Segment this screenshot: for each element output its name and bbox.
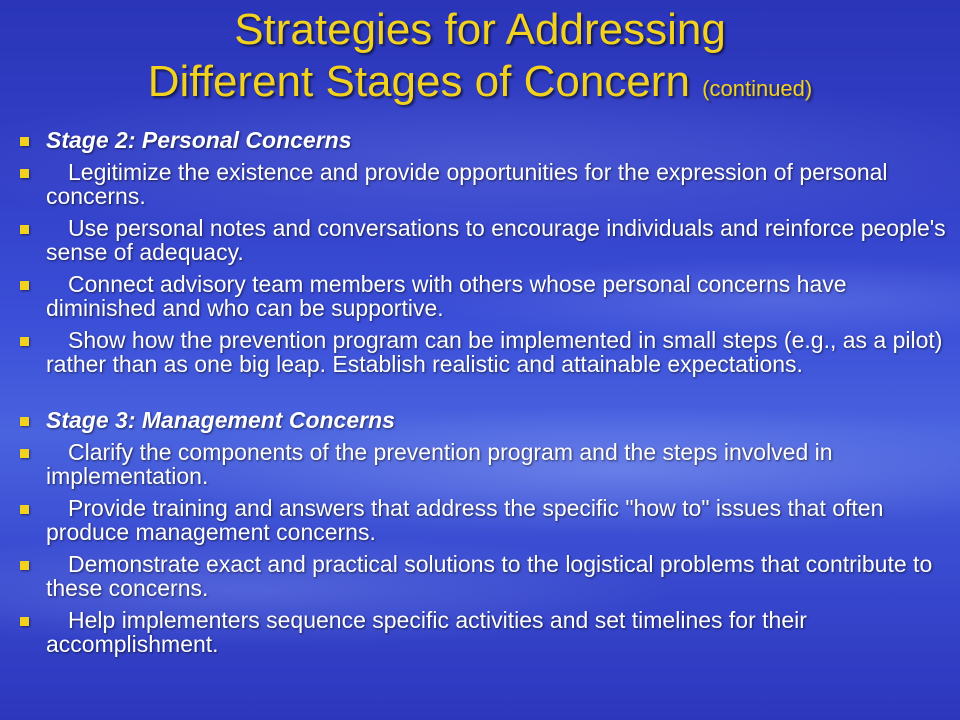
stage-2-item-3: Connect advisory team members with others whose personal concerns have diminished and who can be supportive. bbox=[46, 271, 847, 321]
square-bullet-icon bbox=[20, 449, 29, 458]
square-bullet-icon bbox=[20, 417, 29, 426]
title-line-2-text: Different Stages of Concern bbox=[147, 57, 690, 106]
square-bullet-icon bbox=[20, 281, 29, 290]
stage-2-item-4: Show how the prevention program can be implemented in small steps (e.g., as a pilot) rather than as one big leap. Establish realistic and attainable expectations. bbox=[46, 327, 943, 377]
stage-2-heading: Stage 2: Personal Concerns bbox=[46, 127, 352, 153]
square-bullet-icon bbox=[20, 561, 29, 570]
slide-title bbox=[0, 4, 960, 115]
list-spacer bbox=[18, 384, 954, 408]
square-bullet-icon bbox=[20, 225, 29, 234]
square-bullet-icon bbox=[20, 505, 29, 514]
square-bullet-icon bbox=[20, 617, 29, 626]
list-item bbox=[18, 608, 954, 656]
list-item bbox=[18, 496, 954, 544]
title-line-2 bbox=[0, 56, 960, 115]
list-item bbox=[18, 272, 954, 320]
stage-3-heading: Stage 3: Management Concerns bbox=[46, 407, 395, 433]
stage-3-item-2: Provide training and answers that address the specific "how to" issues that often produce management concerns. bbox=[46, 495, 884, 545]
square-bullet-icon bbox=[20, 137, 29, 146]
stage-3-item-1: Clarify the components of the prevention program and the steps involved in implementation. bbox=[46, 439, 833, 489]
list-item bbox=[18, 160, 954, 208]
square-bullet-icon bbox=[20, 337, 29, 346]
bullet-list bbox=[18, 128, 954, 664]
stage-2-heading-item bbox=[18, 128, 954, 152]
stage-2-item-2: Use personal notes and conversations to encourage individuals and reinforce people's sense of adequacy. bbox=[46, 215, 946, 265]
stage-3-heading-item bbox=[18, 408, 954, 432]
stage-3-item-3: Demonstrate exact and practical solutions to the logistical problems that contribute to these concerns. bbox=[46, 551, 933, 601]
title-line-1: Strategies for Addressing bbox=[234, 5, 726, 54]
list-item bbox=[18, 216, 954, 264]
stage-3-item-4: Help implementers sequence specific activities and set timelines for their accomplishment. bbox=[46, 607, 807, 657]
list-item bbox=[18, 328, 954, 376]
square-bullet-icon bbox=[20, 169, 29, 178]
list-item bbox=[18, 552, 954, 600]
title-continued-note: (continued) bbox=[702, 76, 813, 101]
list-item bbox=[18, 440, 954, 488]
stage-2-item-1: Legitimize the existence and provide opportunities for the expression of personal concerns. bbox=[46, 159, 888, 209]
